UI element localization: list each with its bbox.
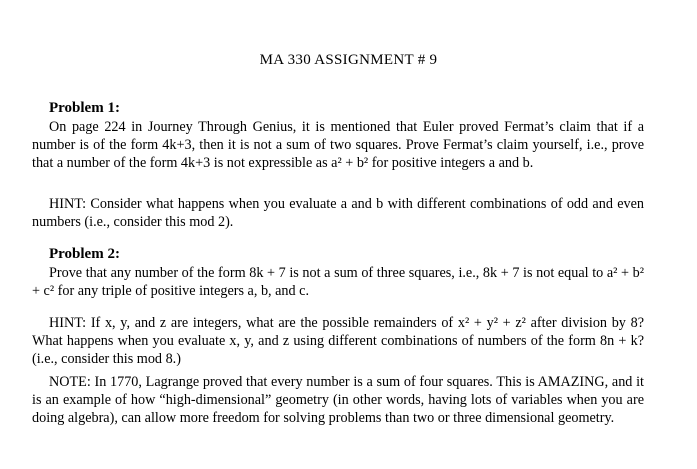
page-title: MA 330 ASSIGNMENT # 9 [259,52,438,68]
problem-1-text: On page 224 in Journey Through Genius, it is mentioned that Euler proved Fermat’s claim that if a number is of the form 4k+3, then it is not a sum of two squares. Prove Fermat’s claim yourself, i.e., prove that a number of the form 4k+3 is not expressible as a² + b² for positive integers a and b. [32,119,644,171]
problem-1-hint: HINT: Consider what happens when you evaluate a and b with different combinations of odd and even numbers (i.e., consider this mod 2). [32,196,644,230]
problem-1-heading: Problem 1: [49,100,120,116]
problem-2-note: NOTE: In 1770, Lagrange proved that every number is a sum of four squares. This is AMAZING, and it is an example of how “high-dimensional” geometry (in other words, having lots of variables when you are doing algebra), can allow more freedom for solving problems than two or three dimensional geometry. [32,374,644,426]
problem-2-hint: HINT: If x, y, and z are integers, what are the possible remainders of x² + y² + z² after division by 8? What happens when you evaluate x, y, and z using different combinations of numbers of the form 8n + k? (i.e., consider this mod 8.) [32,315,644,367]
problem-2-heading: Problem 2: [49,246,120,262]
problem-2-text: Prove that any number of the form 8k + 7 is not a sum of three squares, i.e., 8k + 7 is not equal to a² + b² + c² for any triple of positive integers a, b, and c. [32,265,644,299]
